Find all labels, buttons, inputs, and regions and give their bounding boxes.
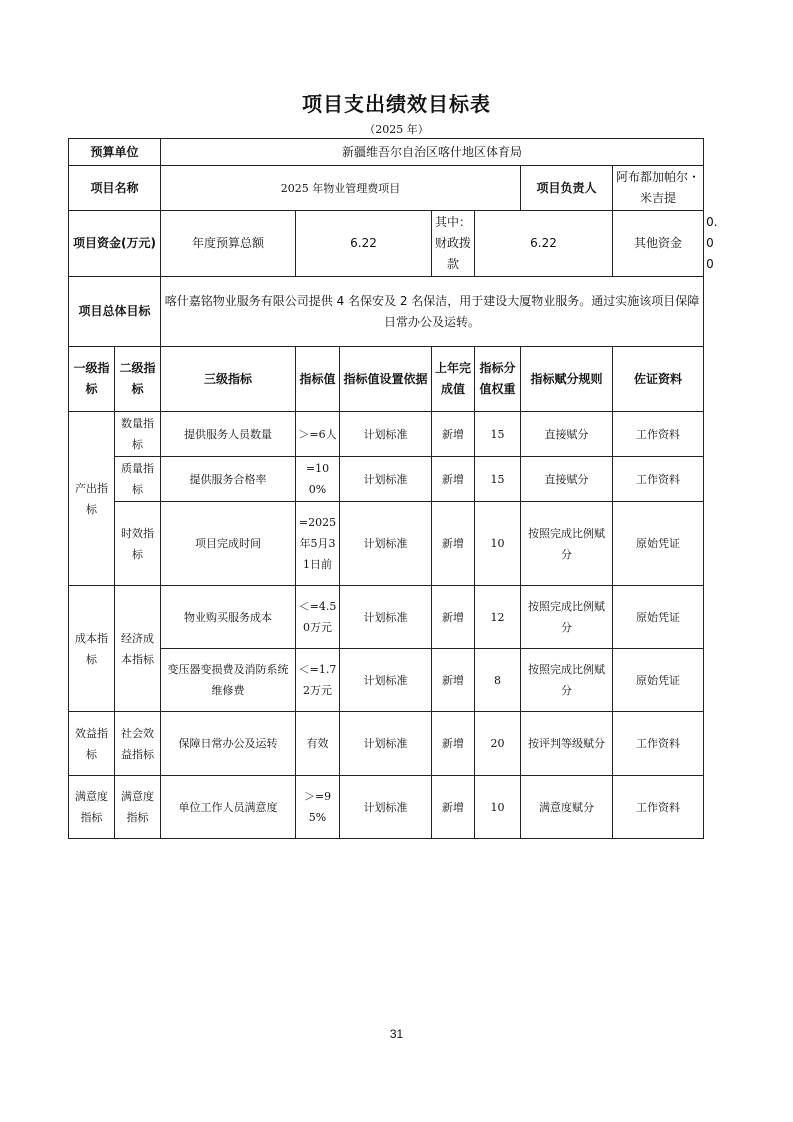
other-funds-label: 其他资金 (613, 211, 704, 277)
basis-cell: 计划标准 (340, 712, 432, 776)
level3-cell: 变压器变损费及消防系统维修费 (161, 649, 296, 712)
fiscal-value: 6.22 (475, 211, 613, 277)
table-year: （2025 年） (364, 123, 429, 136)
goal-label: 项目总体目标 (69, 277, 161, 347)
goal-row (69, 277, 704, 347)
funds-label: 项目资金(万元) (69, 211, 161, 277)
project-name-label: 项目名称 (69, 166, 161, 211)
funds-row: 项目资金(万元) 年度预算总额 6.22 其中：财政拨款 6.22 其他资金 0.00 (69, 211, 704, 277)
last-year-cell: 新增 (432, 502, 475, 586)
evidence-cell: 原始凭证 (613, 586, 704, 649)
table-row (69, 586, 704, 649)
project-name-row (69, 166, 704, 211)
level3-cell: 项目完成时间 (161, 502, 296, 586)
evidence-cell: 工作资料 (613, 776, 704, 839)
table-row (69, 649, 704, 712)
value-cell: ＜=1.72万元 (296, 649, 340, 712)
last-year-cell: 新增 (432, 412, 475, 457)
table-row (69, 412, 704, 457)
rule-cell: 满意度赋分 (521, 776, 613, 839)
level2-economic-cost: 经济成本指标 (115, 586, 161, 712)
level2-cell: 时效指标 (115, 502, 161, 586)
basis-cell: 计划标准 (340, 457, 432, 502)
rule-cell: 直接赋分 (521, 412, 613, 457)
rule-cell: 按照完成比例赋分 (521, 586, 613, 649)
level2-cell: 满意度指标 (115, 776, 161, 839)
level3-cell: 物业购买服务成本 (161, 586, 296, 649)
value-cell: ＞=6人 (296, 412, 340, 457)
evidence-cell: 工作资料 (613, 412, 704, 457)
value-cell: 有效 (296, 712, 340, 776)
rule-cell: 按照完成比例赋分 (521, 649, 613, 712)
basis-cell: 计划标准 (340, 586, 432, 649)
column-header-basis: 指标值设置依据 (340, 347, 432, 412)
last-year-cell: 新增 (432, 457, 475, 502)
weight-cell: 15 (475, 412, 521, 457)
basis-cell: 计划标准 (340, 776, 432, 839)
column-header-weight: 指标分值权重 (475, 347, 521, 412)
budget-unit-label: 预算单位 (69, 139, 161, 166)
basis-cell: 计划标准 (340, 412, 432, 457)
annual-budget-value: 6.22 (296, 211, 432, 277)
evidence-cell: 工作资料 (613, 457, 704, 502)
column-header-level1: 一级指标 (69, 347, 115, 412)
level1-benefit: 效益指标 (69, 712, 115, 776)
last-year-cell: 新增 (432, 649, 475, 712)
responsible-label: 项目负责人 (521, 166, 613, 211)
basis-cell: 计划标准 (340, 502, 432, 586)
rule-cell: 按评判等级赋分 (521, 712, 613, 776)
level1-cost: 成本指标 (69, 586, 115, 712)
column-header-evidence: 佐证资料 (613, 347, 704, 412)
column-header-row (69, 347, 704, 412)
level3-cell: 提供服务合格率 (161, 457, 296, 502)
responsible-value: 阿布都加帕尔・米吉提 (613, 166, 704, 211)
page-title: 项目支出绩效目标表 (302, 92, 491, 116)
level3-cell: 保障日常办公及运转 (161, 712, 296, 776)
fiscal-label: 其中：财政拨款 (432, 211, 475, 277)
table-row (69, 712, 704, 776)
level2-cell: 数量指标 (115, 412, 161, 457)
weight-cell: 10 (475, 776, 521, 839)
column-header-rule: 指标赋分规则 (521, 347, 613, 412)
weight-cell: 8 (475, 649, 521, 712)
budget-unit-row (69, 139, 704, 166)
value-cell: =100% (296, 457, 340, 502)
last-year-cell: 新增 (432, 586, 475, 649)
rule-cell: 按照完成比例赋分 (521, 502, 613, 586)
column-header-value: 指标值 (296, 347, 340, 412)
weight-cell: 12 (475, 586, 521, 649)
evidence-cell: 工作资料 (613, 712, 704, 776)
level1-output: 产出指标 (69, 412, 115, 586)
page-number: 31 (389, 1027, 404, 1041)
basis-cell: 计划标准 (340, 649, 432, 712)
last-year-cell: 新增 (432, 776, 475, 839)
goal-value: 喀什嘉铭物业服务有限公司提供 4 名保安及 2 名保洁，用于建设大厦物业服务。通过实施该项目保障日常办公及运转。 (161, 277, 704, 347)
table-row (69, 502, 704, 586)
level2-cell: 质量指标 (115, 457, 161, 502)
budget-unit-value: 新疆维吾尔自治区喀什地区体育局 (161, 139, 704, 166)
column-header-level3: 三级指标 (161, 347, 296, 412)
level1-satisfaction: 满意度指标 (69, 776, 115, 839)
value-cell: =2025年5月31日前 (296, 502, 340, 586)
performance-goal-table (68, 138, 718, 839)
level2-cell: 社会效益指标 (115, 712, 161, 776)
rule-cell: 直接赋分 (521, 457, 613, 502)
last-year-cell: 新增 (432, 712, 475, 776)
column-header-last-year: 上年完成值 (432, 347, 475, 412)
evidence-cell: 原始凭证 (613, 649, 704, 712)
weight-cell: 10 (475, 502, 521, 586)
weight-cell: 20 (475, 712, 521, 776)
project-name-value: 2025 年物业管理费项目 (161, 166, 521, 211)
weight-cell: 15 (475, 457, 521, 502)
value-cell: ＞=95% (296, 776, 340, 839)
evidence-cell: 原始凭证 (613, 502, 704, 586)
level3-cell: 提供服务人员数量 (161, 412, 296, 457)
table-row (69, 776, 704, 839)
column-header-level2: 二级指标 (115, 347, 161, 412)
value-cell: ＜=4.50万元 (296, 586, 340, 649)
table-row (69, 457, 704, 502)
level3-cell: 单位工作人员满意度 (161, 776, 296, 839)
annual-budget-label: 年度预算总额 (161, 211, 296, 277)
